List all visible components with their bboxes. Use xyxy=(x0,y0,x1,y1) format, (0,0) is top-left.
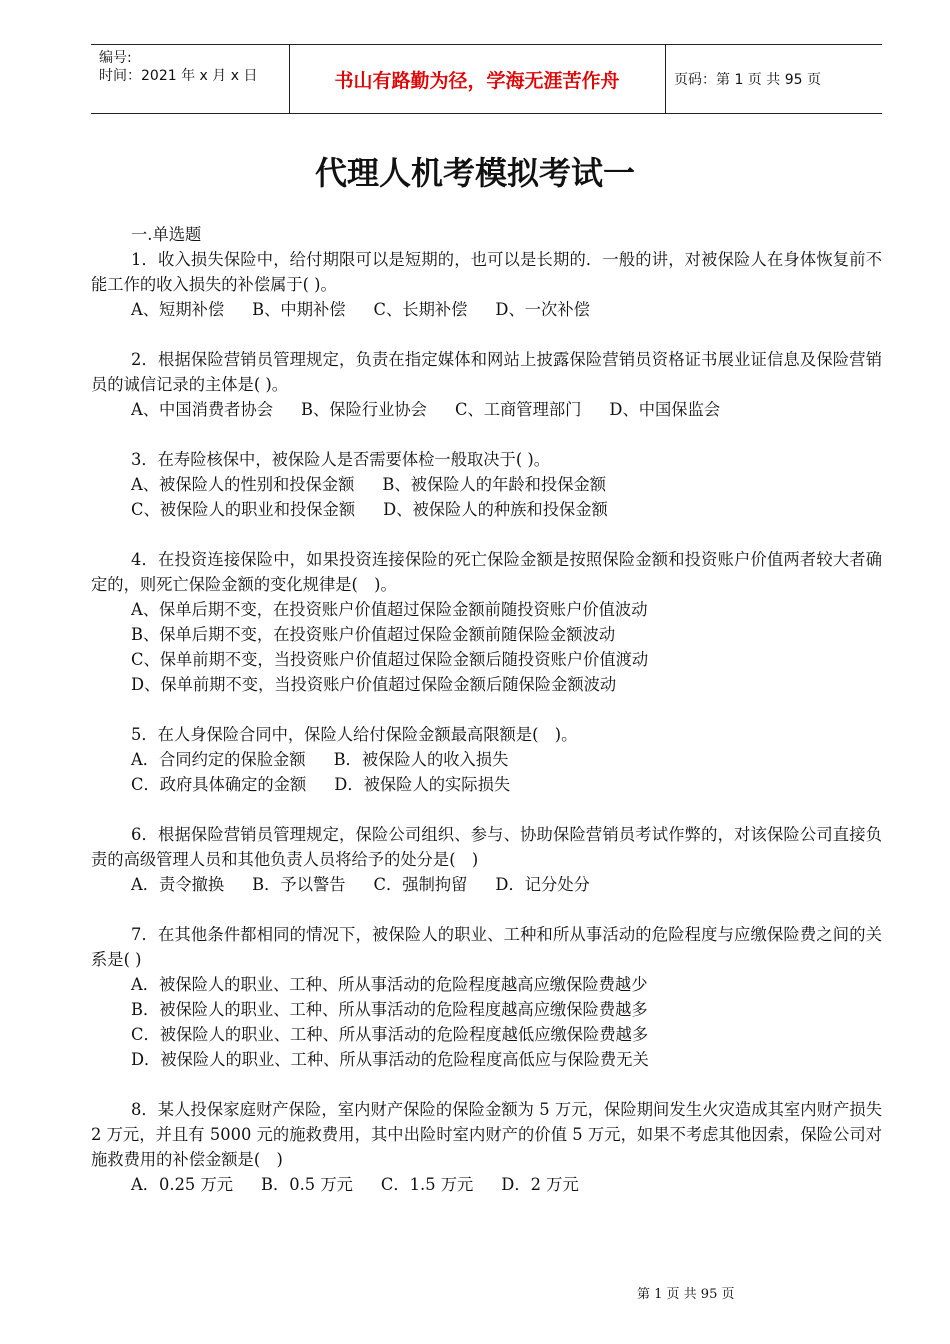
option: B、保险行业协会 xyxy=(301,400,427,419)
option: C、被保险人的职业和投保金额 xyxy=(131,500,356,519)
option: B．被保险人的职业、工种、所从事活动的危险程度越高应缴保险费越多 xyxy=(131,1000,648,1019)
option: A．合同约定的保脸金额 xyxy=(131,750,306,769)
option-row xyxy=(91,872,882,897)
option: D．被保险人的实际损失 xyxy=(334,775,511,794)
question-text: 7．在其他条件都相同的情况下，被保险人的职业、工种和所从事活动的危险程度与应缴保险费之间的关系是( ) xyxy=(91,925,882,969)
page-title: 代理人机考模拟考试一 xyxy=(314,154,635,192)
option: D、保单前期不变，当投资账户价值超过保险金额后随保险金额波动 xyxy=(131,675,617,694)
option: C、保单前期不变，当投资账户价值超过保险金额后随投资账户价值渡动 xyxy=(131,650,649,669)
option-row xyxy=(91,747,882,772)
option: C、长期补偿 xyxy=(373,300,468,319)
code-label: 编号: xyxy=(99,50,132,66)
option: A．被保险人的职业、工种、所从事活动的危险程度越高应缴保险费越少 xyxy=(131,975,648,994)
question-item xyxy=(91,347,882,422)
option: B．予以警告 xyxy=(252,875,346,894)
option: D、中国保监会 xyxy=(609,400,721,419)
time-label: 时间：2021 年 x 月 x 日 xyxy=(99,68,258,84)
header-motto: 书山有路勤为径，学海无涯苦作舟 xyxy=(334,69,620,92)
option: D．2 万元 xyxy=(501,1175,579,1194)
option-row xyxy=(91,1172,882,1197)
option: A、中国消费者协会 xyxy=(131,400,274,419)
question-text: 3．在寿险核保中，被保险人是否需要体检一般取决于( )。 xyxy=(131,450,550,469)
option-row xyxy=(91,772,882,797)
question-item xyxy=(91,1097,882,1197)
option: A、被保险人的性别和投保金额 xyxy=(131,475,355,494)
option: A、短期补偿 xyxy=(131,300,225,319)
option: B．0.5 万元 xyxy=(261,1175,353,1194)
section-heading: 一.单选题 xyxy=(131,225,202,244)
question-text: 6．根据保险营销员管理规定，保险公司组织、参与、协助保险营销员考试作弊的，对该保险公司直接负责的高级管理人员和其他负责人员将给予的处分是( ) xyxy=(91,825,882,869)
exam-content xyxy=(91,222,882,1197)
option: B、中期补偿 xyxy=(252,300,346,319)
option: D、一次补偿 xyxy=(495,300,590,319)
option: D．被保险人的职业、工种、所从事活动的危险程度高低应与保险费无关 xyxy=(131,1050,649,1069)
question-text: 1．收入损失保险中，给付期限可以是短期的，也可以是长期的．一般的讲，对被保险人在身体恢复前不能工作的收入损失的补偿属于( )。 xyxy=(91,250,882,294)
question-item xyxy=(91,547,882,697)
option: A．责令撤换 xyxy=(131,875,225,894)
question-item xyxy=(91,922,882,1072)
option: D、被保险人的种族和投保金额 xyxy=(383,500,608,519)
option: D．记分处分 xyxy=(495,875,590,894)
option: C．政府具体确定的金额 xyxy=(131,775,307,794)
question-item xyxy=(91,722,882,797)
option-row xyxy=(91,472,882,497)
question-item xyxy=(91,822,882,897)
question-text: 8．某人投保家庭财产保险，室内财产保险的保险金额为 5 万元，保险期间发生火灾造成其室内财产损失 2 万元，并且有 5000 元的施救费用，其中出险时室内财产的价值 5 万元，如果不考虑其他因索，保险公司对施救费用的补偿金额是( ) xyxy=(91,1100,882,1169)
option-row xyxy=(91,497,882,522)
option-row xyxy=(91,297,882,322)
option: B．被保险人的收入损失 xyxy=(333,750,509,769)
option: B、被保险人的年龄和投保金额 xyxy=(382,475,607,494)
question-item xyxy=(91,247,882,322)
page-header xyxy=(91,44,882,114)
question-text: 4．在投资连接保险中，如果投资连接保险的死亡保险金额是按照保险金额和投资账户价值两者较大者确定的，则死亡保险金额的变化规律是( )。 xyxy=(91,550,882,594)
option-row xyxy=(91,397,882,422)
header-page-info: 页码：第 1 页 共 95 页 xyxy=(674,72,821,88)
option: A、保单后期不变，在投资账户价值超过保险金额前随投资账户价值波动 xyxy=(131,600,648,619)
option: B、保单后期不变，在投资账户价值超过保险金额前随保险金额波动 xyxy=(131,625,616,644)
question-text: 5．在人身保险合同中，保险人给付保险金额最高限额是( )。 xyxy=(131,725,578,744)
option: A．0.25 万元 xyxy=(131,1175,234,1194)
page-footer: 第 1 页 共 95 页 xyxy=(637,1287,735,1302)
header-divider xyxy=(665,45,666,113)
question-text: 2．根据保险营销员管理规定，负责在指定媒体和网站上披露保险营销员资格证书展业证信息及保险营销员的诚信记录的主体是( )。 xyxy=(91,350,882,394)
option: C．1.5 万元 xyxy=(380,1175,474,1194)
option: C．被保险人的职业、工种、所从事活动的危险程度越低应缴保险费越多 xyxy=(131,1025,649,1044)
option: C、工商管理部门 xyxy=(454,400,582,419)
option: C．强制拘留 xyxy=(373,875,468,894)
header-meta xyxy=(99,49,289,85)
question-item xyxy=(91,447,882,522)
